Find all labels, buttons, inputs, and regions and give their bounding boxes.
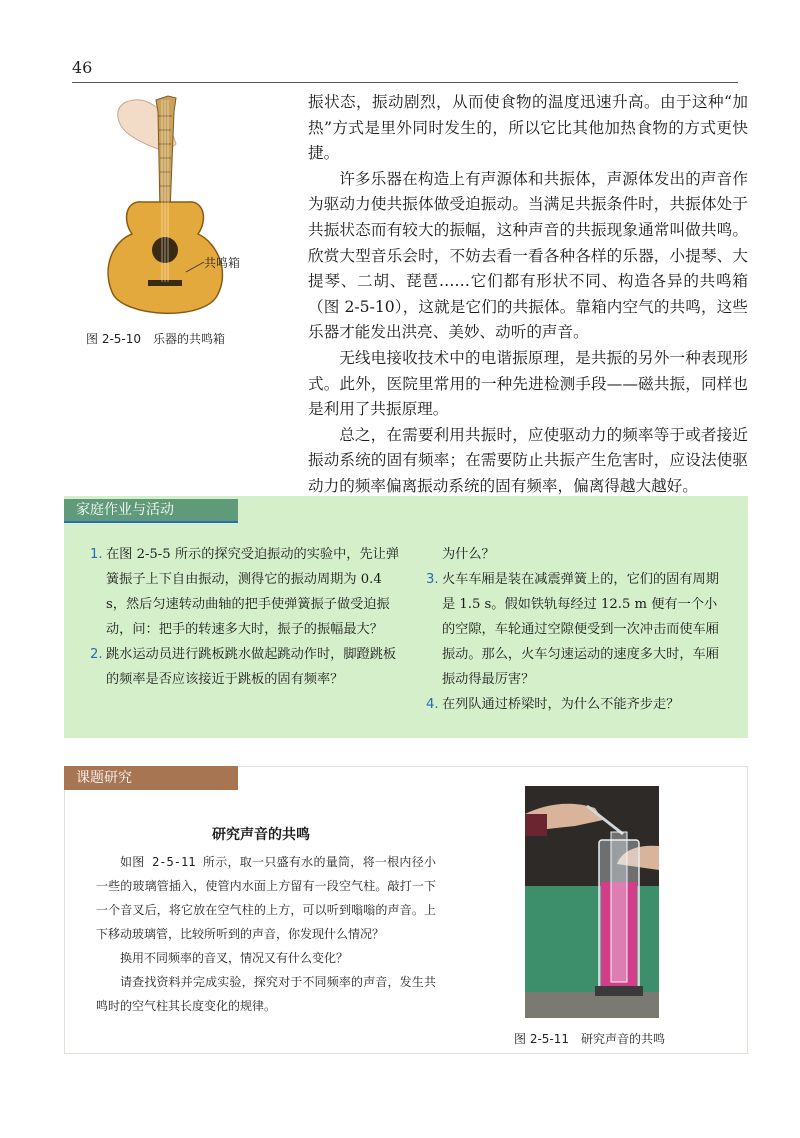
homework-title-underline	[64, 521, 238, 523]
homework-left-column	[90, 542, 400, 692]
research-tab: 课题研究	[64, 766, 238, 790]
body-paragraph-3: 无线电接收技术中的电谐振原理，是共振的另外一种表现形式。此外，医院里常用的一种先进检测手段——磁共振，同样也是利用了共振原理。	[308, 348, 748, 419]
body-text	[308, 90, 748, 500]
question-1	[90, 542, 400, 642]
guitar-figure	[86, 92, 256, 324]
question-2-text-continued: 为什么？	[442, 547, 495, 562]
question-2-number: 2.	[90, 647, 103, 662]
question-3-number: 3.	[426, 572, 439, 587]
figure-caption-guitar: 图 2-5-10 乐器的共鸣箱	[86, 332, 226, 346]
question-1-number: 1.	[90, 547, 103, 562]
question-1-text: 在图 2-5-5 所示的探究受迫振动的实验中，先让弹簧振子上下自由振动，测得它的振动周期为 0.4 s，然后匀速转动曲轴的把手使弹簧振子做受迫振动，问：把手的转速多大时，振子的振幅最大？	[106, 547, 400, 637]
page-number: 46	[72, 58, 93, 77]
research-paragraph-3: 请查找资料并完成实验，探究对于不同频率的声音，发生共鸣时的空气柱其长度变化的规律。	[96, 975, 436, 1013]
body-paragraph-4: 总之，在需要利用共振时，应使驱动力的频率等于或者接近振动系统的固有频率；在需要防止共振产生危害时，应设法使驱动力的频率偏离振动系统的固有频率，偏离得越大越好。	[308, 425, 748, 495]
guitar-illustration	[86, 92, 256, 324]
question-4-text: 在列队通过桥梁时，为什么不能齐步走？	[442, 697, 680, 712]
research-title: 研究声音的共鸣	[212, 827, 310, 843]
question-3	[426, 567, 726, 692]
body-paragraph-2: 许多乐器在构造上有声源体和共振体，声源体发出的声音作为驱动力使共振体做受迫振动。当满足共振条件时，共振体处于共振状态而有较大的振幅，这种声音的共振现象通常叫做共鸣。欣赏大型音乐会时，不妨去看一看各种各样的乐器，小提琴、大提琴、二胡、琵琶……它们都有形状不同、构造各异的共鸣箱（图 2-5-10），这就是它们的共振体。靠箱内空气的共鸣，这些乐器才能发出洪亮、美妙、动听的声音。	[308, 169, 748, 342]
question-4	[426, 692, 726, 717]
homework-title: 家庭作业与活动	[64, 499, 238, 521]
question-2-continued	[426, 542, 726, 567]
sound-box-label: 共鸣箱	[204, 256, 241, 270]
research-paragraph-1: 如图 2-5-11 所示，取一只盛有水的量筒，将一根内径小一些的玻璃管插入，使管内水面上方留有一段空气柱。敲打一下一个音叉后，将它放在空气柱的上方，可以听到嗡嗡的声音。上下移动玻璃管，比较所听到的声音，你发现什么情况？	[96, 855, 436, 941]
question-2-text: 跳水运动员进行跳板跳水做起跳动作时，脚蹬跳板的频率是否应该接近于跳板的固有频率？	[106, 647, 397, 687]
experiment-photo	[525, 786, 659, 1018]
research-text	[96, 850, 436, 1018]
question-4-number: 4.	[426, 697, 439, 712]
research-paragraph-2: 换用不同频率的音叉，情况又有什么变化？	[120, 951, 349, 965]
cylinder-photo-illustration	[525, 786, 659, 1018]
header-rule	[72, 82, 738, 83]
question-2	[90, 642, 400, 692]
question-3-text: 火车车厢是装在减震弹簧上的，它们的固有周期是 1.5 s。假如铁轨每经过 12.5 m 便有一个小的空隙，车轮通过空隙便受到一次冲击而使车厢振动。那么，火车匀速运动的速度多大时，车厢振动得最厉害？	[442, 572, 719, 687]
homework-right-column	[426, 542, 726, 717]
figure-caption-cylinder: 图 2-5-11 研究声音的共鸣	[514, 1032, 666, 1046]
body-paragraph-1: 振状态，振动剧烈，从而使食物的温度迅速升高。由于这种“加热”方式是里外同时发生的，所以它比其他加热食物的方式更快捷。	[308, 93, 748, 163]
